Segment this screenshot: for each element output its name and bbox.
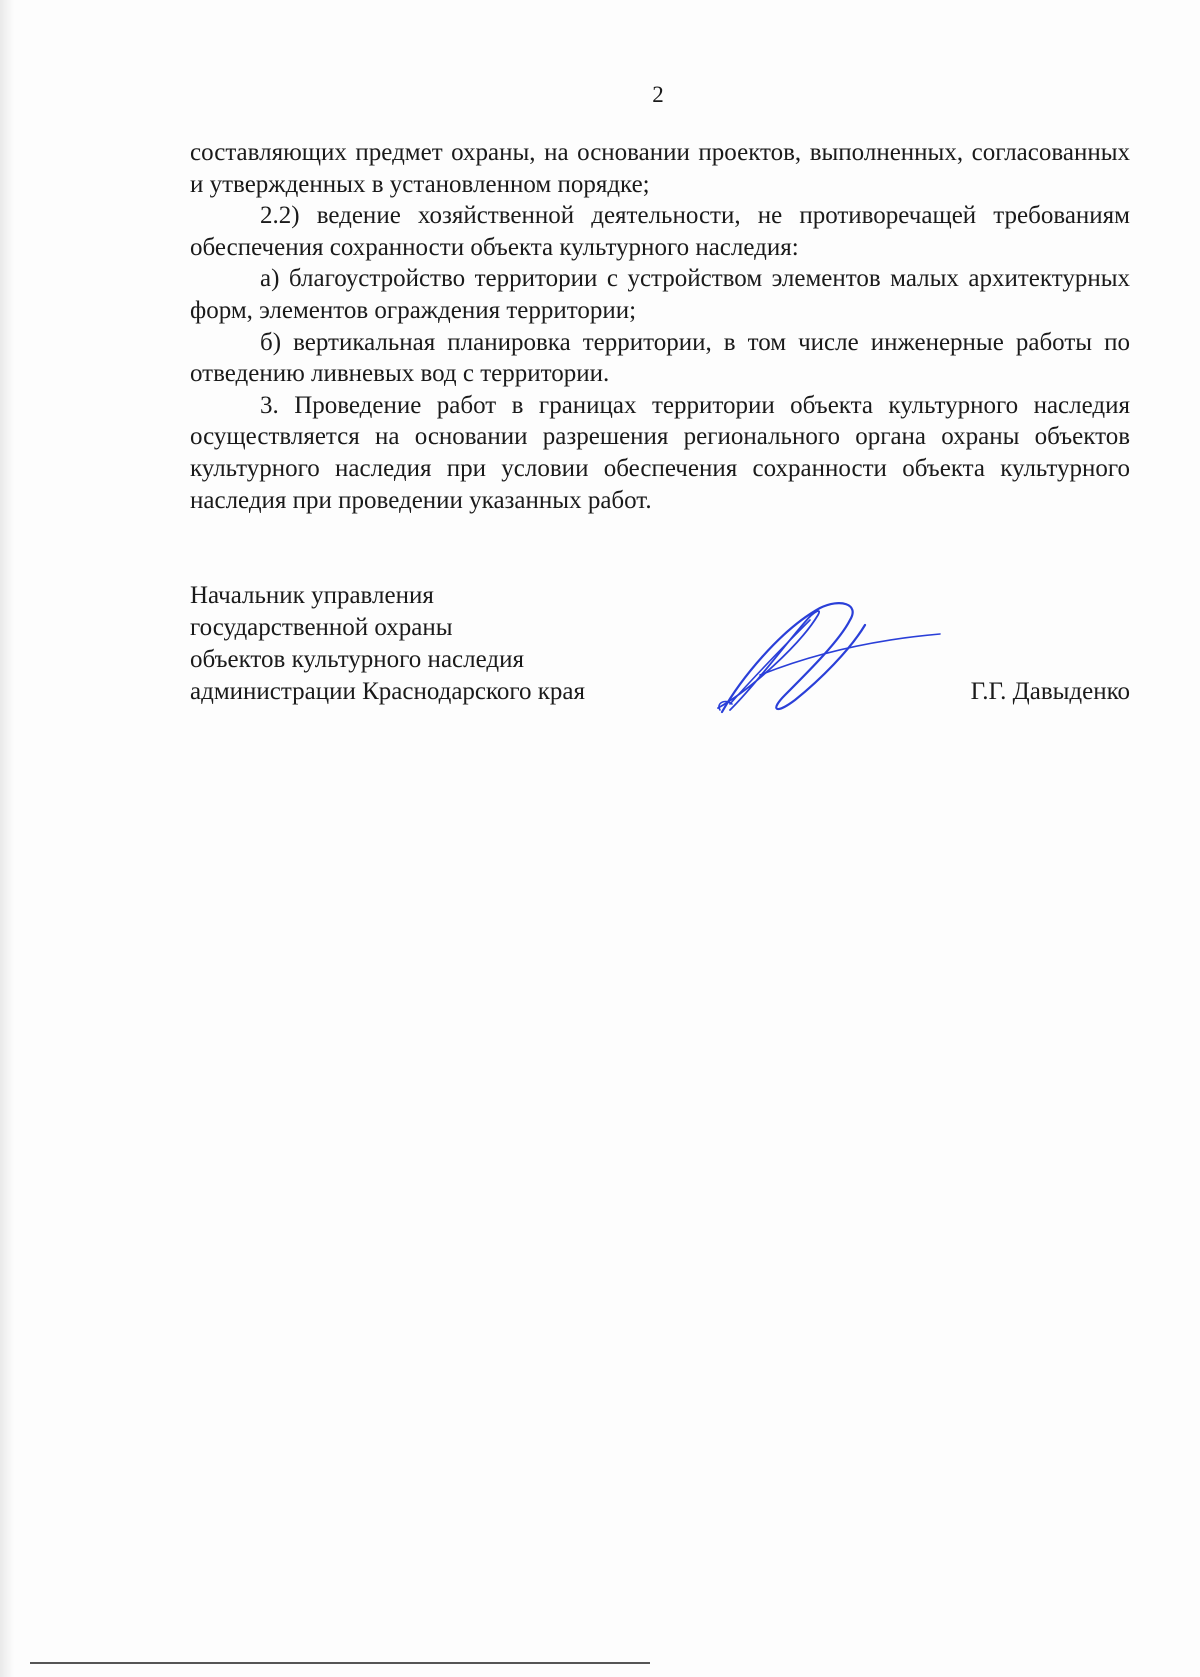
paragraph-2-2: 2.2) ведение хозяйственной деятельности, не противоречащей требованиям обеспечения сохранности объекта культурного наследия: <box>190 202 1130 261</box>
paragraph-item-b: б) вертикальная планировка территории, в том числе инженерные работы по отведению ливневых вод с территории. <box>190 328 1130 388</box>
signer-position <box>190 580 585 708</box>
document-body <box>190 137 1130 516</box>
signer-position-line: Начальник управления <box>190 582 434 609</box>
signer-position-line: администрации Краснодарского края <box>190 678 586 705</box>
signer-position-line: государственной охраны <box>190 614 453 641</box>
scan-edge-shade <box>0 0 14 1677</box>
paragraph-continuation: составляющих предмет охраны, на основании проектов, выполненных, согласованных и утвержденных в установленном порядке; <box>190 139 1130 198</box>
paragraph-3: 3. Проведение работ в границах территории объекта культурного наследия осуществляется на основании разрешения регионального органа охраны объектов культурного наследия при условии обеспечения сохранности объекта культурного наследия при проведении указанных работ. <box>190 391 1130 514</box>
page-number: 2 <box>652 82 664 107</box>
handwritten-signature <box>700 600 950 720</box>
paragraph-item-a: а) благоустройство территории с устройством элементов малых архитектурных форм, элементов ограждения территории; <box>190 265 1130 324</box>
signer-name: Г.Г. Давыденко <box>970 678 1130 705</box>
footer-rule <box>30 1662 650 1664</box>
signer-position-line: объектов культурного наследия <box>190 646 524 673</box>
signature-block <box>190 580 1130 720</box>
